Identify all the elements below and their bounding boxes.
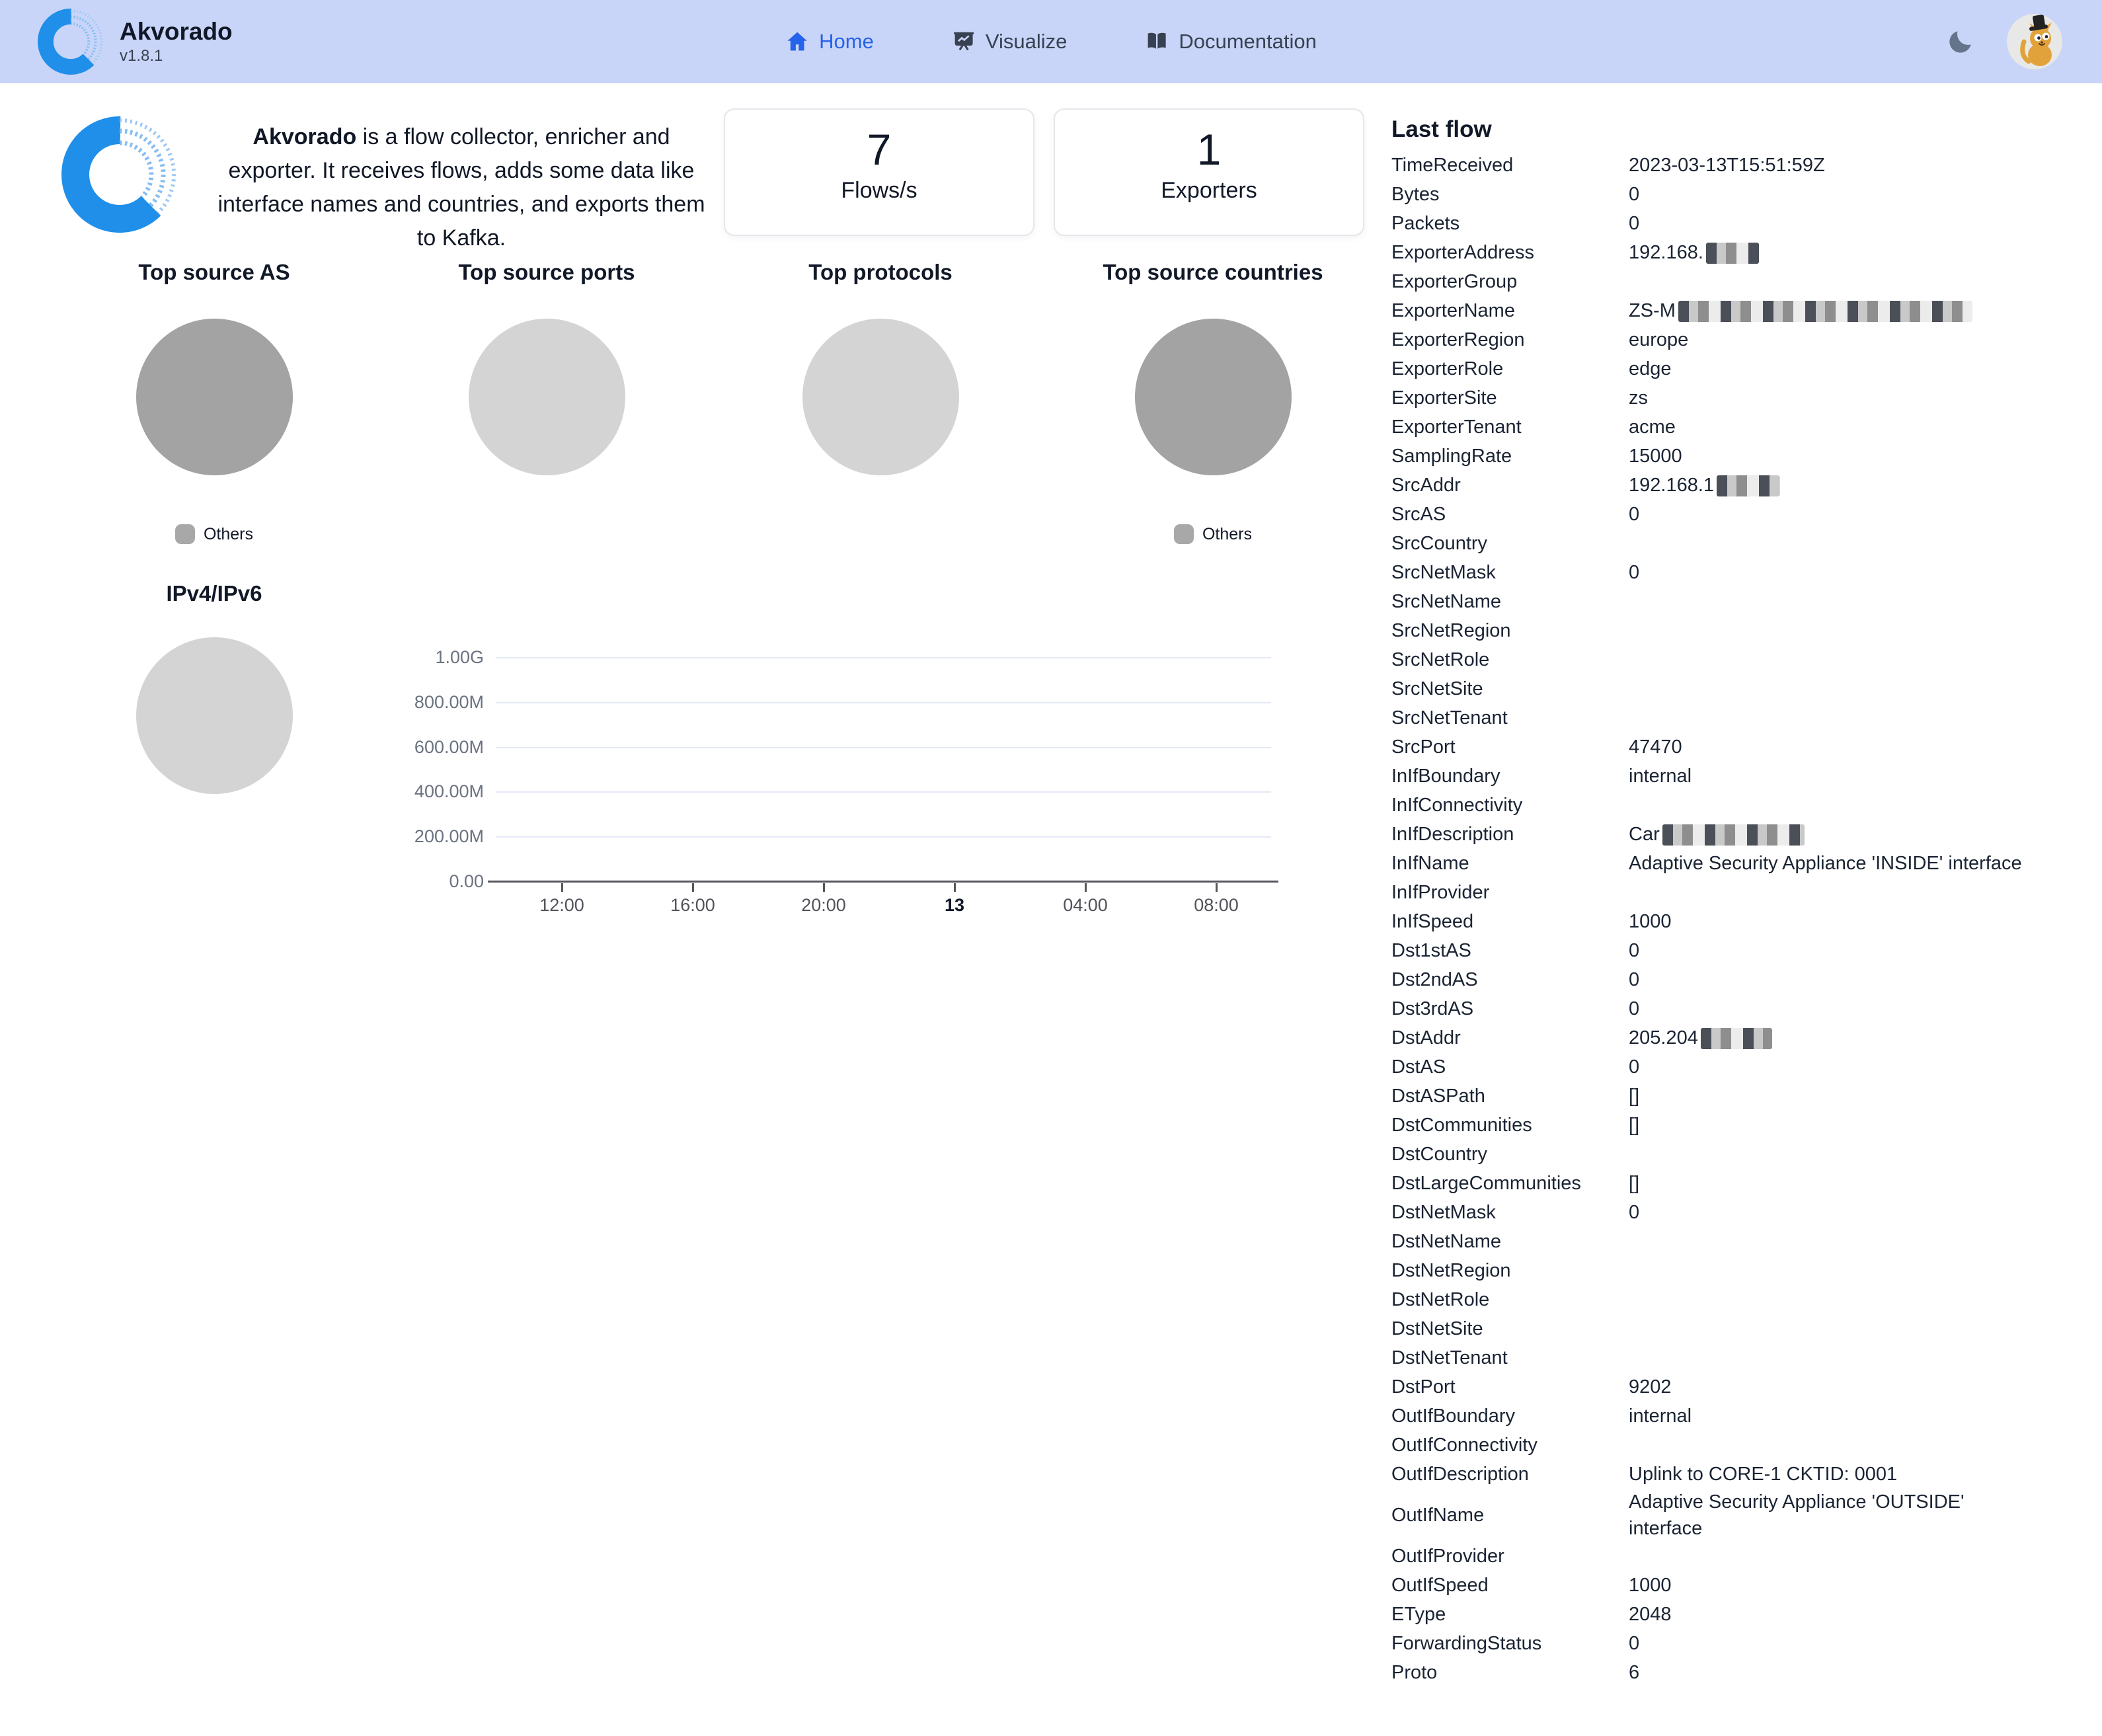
x-axis-tick xyxy=(823,883,825,892)
flow-field-text: 0 xyxy=(1629,504,1640,525)
last-flow-row xyxy=(1391,558,2076,587)
last-flow-row xyxy=(1391,1023,2076,1052)
last-flow-row xyxy=(1391,791,2076,820)
pie-chart-canvas[interactable] xyxy=(136,319,293,475)
chart-title: Top protocols xyxy=(808,260,953,284)
flow-field-text: 192.168.1 xyxy=(1629,475,1715,496)
flow-field-label: DstPort xyxy=(1391,1376,1456,1398)
legend-swatch xyxy=(175,524,195,544)
flow-field-text: acme xyxy=(1629,416,1676,438)
flow-field-text: [] xyxy=(1629,1173,1640,1194)
flow-field-value xyxy=(1629,1025,2025,1051)
last-flow-row xyxy=(1391,587,2076,616)
stat-value: 1 xyxy=(1196,124,1222,174)
last-flow-row xyxy=(1391,994,2076,1023)
nav-item-documentation[interactable] xyxy=(1145,30,1317,54)
x-axis-tick xyxy=(561,883,563,892)
flow-field-text: 205.204 xyxy=(1629,1027,1698,1048)
flow-field-text: 2048 xyxy=(1629,1604,1672,1625)
flow-field-value xyxy=(1629,1630,2025,1657)
last-flow-row xyxy=(1391,296,2076,325)
pie-chart-canvas[interactable] xyxy=(469,319,625,475)
grid-line xyxy=(496,657,1271,658)
last-flow-row xyxy=(1391,354,2076,383)
flow-field-text: 9202 xyxy=(1629,1376,1672,1398)
flow-field-text: 15000 xyxy=(1629,446,1682,467)
chart-title: Top source AS xyxy=(138,260,290,284)
last-flow-row xyxy=(1391,878,2076,907)
flow-field-value xyxy=(1629,472,2025,498)
flow-field-text: [] xyxy=(1629,1115,1640,1136)
last-flow-row xyxy=(1391,1140,2076,1169)
flow-field-value xyxy=(1629,1112,2025,1138)
flow-field-value xyxy=(1629,1403,2025,1429)
flow-field-value xyxy=(1629,1601,2025,1628)
flow-field-value xyxy=(1629,908,2025,935)
y-axis-label: 800.00M xyxy=(414,691,484,712)
chart-top-source-as xyxy=(105,258,323,544)
nav-item-visualize[interactable] xyxy=(952,30,1068,54)
flow-field-label: ExporterSite xyxy=(1391,387,1497,409)
last-flow-row xyxy=(1391,1542,2076,1571)
x-axis-label: 04:00 xyxy=(1063,895,1108,915)
y-axis-label: 600.00M xyxy=(414,736,484,757)
stat-label: Flows/s xyxy=(841,177,917,203)
chart-title: Top source ports xyxy=(458,260,635,284)
presentation-chart-icon xyxy=(952,30,976,54)
flow-field-text: 192.168. xyxy=(1629,242,1703,263)
last-flow-row xyxy=(1391,907,2076,936)
flow-field-text: Adaptive Security Appliance 'INSIDE' interface xyxy=(1629,853,2022,874)
flow-field-value xyxy=(1629,443,2025,469)
flow-field-label: InIfProvider xyxy=(1391,881,1490,903)
flow-field-text: Uplink to CORE-1 CKTID: 0001 xyxy=(1629,1464,1898,1485)
last-flow-row xyxy=(1391,1082,2076,1111)
flow-field-label: InIfName xyxy=(1391,852,1469,874)
y-axis-label: 200.00M xyxy=(414,826,484,847)
flow-field-value xyxy=(1629,356,2025,382)
x-axis-label: 08:00 xyxy=(1194,895,1239,915)
flow-field-label: DstAddr xyxy=(1391,1027,1461,1048)
flow-field-text: internal xyxy=(1629,766,1692,787)
last-flow-row xyxy=(1391,703,2076,732)
nav-label: Home xyxy=(819,30,874,53)
legend-label: Others xyxy=(1202,524,1253,543)
x-axis-tick xyxy=(692,883,694,892)
last-flow-row xyxy=(1391,936,2076,965)
intro-description xyxy=(210,120,713,255)
flow-field-value xyxy=(1629,1083,2025,1109)
flow-field-value xyxy=(1629,1489,2025,1542)
flow-field-value xyxy=(1629,414,2025,440)
redacted-value xyxy=(1662,824,1805,846)
y-axis-label: 1.00G xyxy=(435,647,484,667)
chart-ipv4-ipv6 xyxy=(105,579,323,794)
flow-field-value xyxy=(1629,1170,2025,1197)
chart-top-protocols xyxy=(771,258,990,475)
flow-field-text: 0 xyxy=(1629,184,1640,205)
last-flow-row xyxy=(1391,442,2076,471)
redacted-value xyxy=(1678,301,1972,322)
flow-field-value xyxy=(1629,152,2025,178)
stat-label: Exporters xyxy=(1161,177,1257,203)
flow-field-text: 1000 xyxy=(1629,1575,1672,1596)
flow-field-text: ZS-M xyxy=(1629,300,1676,321)
last-flow-row xyxy=(1391,1256,2076,1285)
flow-field-label: ExporterTenant xyxy=(1391,416,1522,438)
last-flow-row xyxy=(1391,1198,2076,1227)
flow-field-value xyxy=(1629,1461,2025,1487)
nav-label: Visualize xyxy=(985,30,1068,53)
last-flow-row xyxy=(1391,325,2076,354)
flow-field-value xyxy=(1629,385,2025,411)
last-flow-row xyxy=(1391,413,2076,442)
last-flow-row xyxy=(1391,1600,2076,1629)
pie-chart-canvas[interactable] xyxy=(1135,319,1292,475)
flow-field-text: Adaptive Security Appliance 'OUTSIDE' interface xyxy=(1629,1491,1965,1539)
x-axis-tick xyxy=(1085,883,1087,892)
flow-field-text: europe xyxy=(1629,329,1689,350)
x-axis-tick xyxy=(954,883,956,892)
flow-field-label: ExporterRole xyxy=(1391,358,1504,379)
last-flow-row xyxy=(1391,1571,2076,1600)
last-flow-rows xyxy=(1391,151,2076,1687)
brand-logo-link[interactable] xyxy=(38,9,233,75)
timeseries-chart[interactable] xyxy=(410,641,1289,952)
akvorado-logo-icon xyxy=(61,116,178,233)
flow-field-label: InIfConnectivity xyxy=(1391,794,1523,816)
last-flow-row xyxy=(1391,180,2076,209)
flow-field-text: 0 xyxy=(1629,940,1640,961)
flow-field-value xyxy=(1629,327,2025,353)
flow-field-text: internal xyxy=(1629,1405,1692,1427)
flow-field-text: edge xyxy=(1629,358,1672,379)
stat-card-flows xyxy=(724,108,1034,236)
flow-field-label: InIfBoundary xyxy=(1391,765,1500,787)
flow-field-label: ForwardingStatus xyxy=(1391,1632,1542,1654)
flow-field-label: SrcAS xyxy=(1391,503,1446,525)
x-axis-label: 20:00 xyxy=(801,895,846,915)
last-flow-row xyxy=(1391,1431,2076,1460)
flow-field-value xyxy=(1629,1199,2025,1226)
header-actions xyxy=(1946,0,2062,83)
flow-field-value xyxy=(1629,501,2025,528)
last-flow-row xyxy=(1391,645,2076,674)
flow-field-value xyxy=(1629,763,2025,789)
flow-field-label: DstNetRole xyxy=(1391,1288,1490,1310)
flow-field-label: ExporterRegion xyxy=(1391,329,1525,350)
flow-field-text: zs xyxy=(1629,387,1648,409)
last-flow-row xyxy=(1391,1052,2076,1082)
last-flow-row xyxy=(1391,267,2076,296)
flow-field-label: DstNetMask xyxy=(1391,1201,1496,1223)
flow-field-label: DstAS xyxy=(1391,1056,1446,1078)
flow-field-label: InIfSpeed xyxy=(1391,910,1474,932)
flow-field-text: 0 xyxy=(1629,213,1640,234)
flow-field-value xyxy=(1629,734,2025,760)
top-navbar xyxy=(0,0,2102,83)
flow-field-label: Bytes xyxy=(1391,183,1440,205)
last-flow-panel xyxy=(1391,115,2076,1687)
flow-field-value xyxy=(1629,1572,2025,1598)
flow-field-label: Proto xyxy=(1391,1661,1438,1683)
last-flow-row xyxy=(1391,674,2076,703)
flow-field-label: OutIfProvider xyxy=(1391,1545,1504,1567)
flow-field-value xyxy=(1629,210,2025,237)
last-flow-row xyxy=(1391,1401,2076,1431)
flow-field-label: InIfDescription xyxy=(1391,823,1514,845)
last-flow-row xyxy=(1391,471,2076,500)
flow-field-text: 0 xyxy=(1629,998,1640,1019)
last-flow-row xyxy=(1391,616,2076,645)
flow-field-label: SrcNetMask xyxy=(1391,561,1496,583)
chart-top-source-countries xyxy=(1104,258,1322,544)
pie-chart-canvas[interactable] xyxy=(136,637,293,794)
x-axis-label: 13 xyxy=(944,895,965,915)
flow-field-value xyxy=(1629,239,2025,266)
flow-field-value xyxy=(1629,1054,2025,1080)
redacted-value xyxy=(1717,475,1779,496)
intro-logo xyxy=(61,116,178,236)
flow-field-label: DstNetTenant xyxy=(1391,1347,1508,1368)
flow-field-label: SrcAddr xyxy=(1391,474,1461,496)
flow-field-label: SrcCountry xyxy=(1391,532,1488,554)
flow-field-value xyxy=(1629,181,2025,208)
book-open-icon xyxy=(1145,30,1169,54)
flow-field-value xyxy=(1629,297,2025,324)
redacted-value xyxy=(1706,243,1759,264)
x-axis-line xyxy=(488,881,1278,883)
flow-field-text: 0 xyxy=(1629,1202,1640,1223)
flow-field-label: Dst3rdAS xyxy=(1391,998,1474,1019)
y-axis-label: 400.00M xyxy=(414,781,484,802)
flow-field-value xyxy=(1629,1374,2025,1400)
last-flow-row xyxy=(1391,732,2076,762)
flow-field-label: SrcNetName xyxy=(1391,590,1501,612)
last-flow-row xyxy=(1391,762,2076,791)
chart-top-source-ports xyxy=(438,258,656,475)
flow-field-label: OutIfBoundary xyxy=(1391,1405,1515,1427)
flow-field-text: 0 xyxy=(1629,1633,1640,1654)
intro-app-name: Akvorado xyxy=(253,124,357,149)
redacted-value xyxy=(1701,1028,1772,1049)
last-flow-row xyxy=(1391,1343,2076,1372)
flow-field-label: Packets xyxy=(1391,212,1460,234)
flow-field-label: DstCountry xyxy=(1391,1143,1488,1165)
last-flow-row xyxy=(1391,1227,2076,1256)
flow-field-value xyxy=(1629,937,2025,964)
last-flow-row xyxy=(1391,529,2076,558)
flow-field-label: SrcNetSite xyxy=(1391,678,1483,699)
flow-field-label: DstLargeCommunities xyxy=(1391,1172,1581,1194)
flow-field-label: Dst2ndAS xyxy=(1391,968,1478,990)
last-flow-row xyxy=(1391,1489,2076,1542)
last-flow-row xyxy=(1391,849,2076,878)
chart-legend-item[interactable] xyxy=(1174,524,1252,544)
flow-field-label: ExporterName xyxy=(1391,299,1515,321)
flow-field-label: DstASPath xyxy=(1391,1085,1485,1107)
last-flow-row xyxy=(1391,1169,2076,1198)
last-flow-title: Last flow xyxy=(1391,116,1492,142)
legend-swatch xyxy=(1174,524,1194,544)
akvorado-logo-icon xyxy=(38,9,104,75)
flow-field-text: 0 xyxy=(1629,969,1640,990)
pie-chart-canvas[interactable] xyxy=(802,319,959,475)
flow-field-label: DstNetSite xyxy=(1391,1318,1483,1339)
flow-field-label: ExporterAddress xyxy=(1391,241,1534,263)
flow-field-text: 1000 xyxy=(1629,911,1672,932)
last-flow-row xyxy=(1391,1314,2076,1343)
flow-field-value xyxy=(1629,967,2025,993)
nav-label: Documentation xyxy=(1179,30,1317,53)
moon-icon xyxy=(1946,27,1975,56)
flow-field-text: 47470 xyxy=(1629,736,1682,758)
app-title: Akvorado xyxy=(120,18,233,45)
flow-field-label: EType xyxy=(1391,1603,1446,1625)
flow-field-label: SamplingRate xyxy=(1391,445,1512,467)
last-flow-row xyxy=(1391,500,2076,529)
chart-title: IPv4/IPv6 xyxy=(166,581,262,606)
last-flow-row xyxy=(1391,1658,2076,1687)
app-version: v1.8.1 xyxy=(120,47,163,65)
stat-value: 7 xyxy=(867,124,892,174)
last-flow-row xyxy=(1391,965,2076,994)
flow-field-value xyxy=(1629,996,2025,1022)
x-axis-label: 16:00 xyxy=(670,895,715,915)
home-icon xyxy=(785,30,809,54)
last-flow-row xyxy=(1391,1372,2076,1401)
flow-field-label: Dst1stAS xyxy=(1391,939,1471,961)
last-flow-row xyxy=(1391,209,2076,238)
flow-field-text: 0 xyxy=(1629,1056,1640,1078)
flow-field-label: OutIfDescription xyxy=(1391,1463,1529,1485)
flow-field-value xyxy=(1629,559,2025,586)
last-flow-row xyxy=(1391,1111,2076,1140)
last-flow-row xyxy=(1391,238,2076,267)
last-flow-row xyxy=(1391,1460,2076,1489)
flow-field-text: Car xyxy=(1629,824,1660,845)
y-axis-label: 0.00 xyxy=(449,871,484,891)
grid-line xyxy=(496,791,1271,793)
x-axis-tick xyxy=(1216,883,1218,892)
grid-line xyxy=(496,747,1271,748)
last-flow-row xyxy=(1391,1629,2076,1658)
chart-legend-item[interactable] xyxy=(175,524,253,544)
nav-item-home[interactable] xyxy=(785,30,874,54)
flow-field-label: SrcNetRole xyxy=(1391,649,1490,670)
x-axis-label: 12:00 xyxy=(539,895,584,915)
flow-field-label: SrcPort xyxy=(1391,736,1456,758)
flow-field-text: [] xyxy=(1629,1085,1640,1107)
flow-field-text: 0 xyxy=(1629,562,1640,583)
last-flow-row xyxy=(1391,1285,2076,1314)
flow-field-value xyxy=(1629,821,2025,848)
last-flow-row xyxy=(1391,820,2076,849)
flow-field-label: SrcNetTenant xyxy=(1391,707,1508,729)
flow-field-value xyxy=(1629,1659,2025,1686)
flow-field-label: DstNetName xyxy=(1391,1230,1501,1252)
intro-description-rest: is a flow collector, enricher and exporter. It receives flows, adds some data like interface names and countries, and exports them to Kafka. xyxy=(217,124,705,251)
flow-field-label: ExporterGroup xyxy=(1391,270,1518,292)
grid-line xyxy=(496,702,1271,703)
last-flow-row xyxy=(1391,383,2076,413)
dark-mode-toggle[interactable] xyxy=(1946,27,1975,56)
stat-card-exporters xyxy=(1054,108,1364,236)
flow-field-label: SrcNetRegion xyxy=(1391,619,1511,641)
user-avatar xyxy=(2007,14,2062,69)
last-flow-row xyxy=(1391,151,2076,180)
chart-title: Top source countries xyxy=(1103,260,1323,284)
grid-line xyxy=(496,836,1271,838)
flow-field-label: OutIfConnectivity xyxy=(1391,1434,1538,1456)
flow-field-label: DstNetRegion xyxy=(1391,1259,1511,1281)
flow-field-label: TimeReceived xyxy=(1391,154,1514,176)
flow-field-text: 2023-03-13T15:51:59Z xyxy=(1629,155,1825,176)
flow-field-text: 6 xyxy=(1629,1662,1640,1683)
flow-field-label: DstCommunities xyxy=(1391,1114,1532,1136)
main-nav xyxy=(785,0,1317,83)
flow-field-label: OutIfName xyxy=(1391,1504,1485,1526)
account-avatar[interactable] xyxy=(2007,14,2062,69)
flow-field-label: OutIfSpeed xyxy=(1391,1574,1489,1596)
legend-label: Others xyxy=(203,524,254,543)
flow-field-value xyxy=(1629,850,2025,877)
